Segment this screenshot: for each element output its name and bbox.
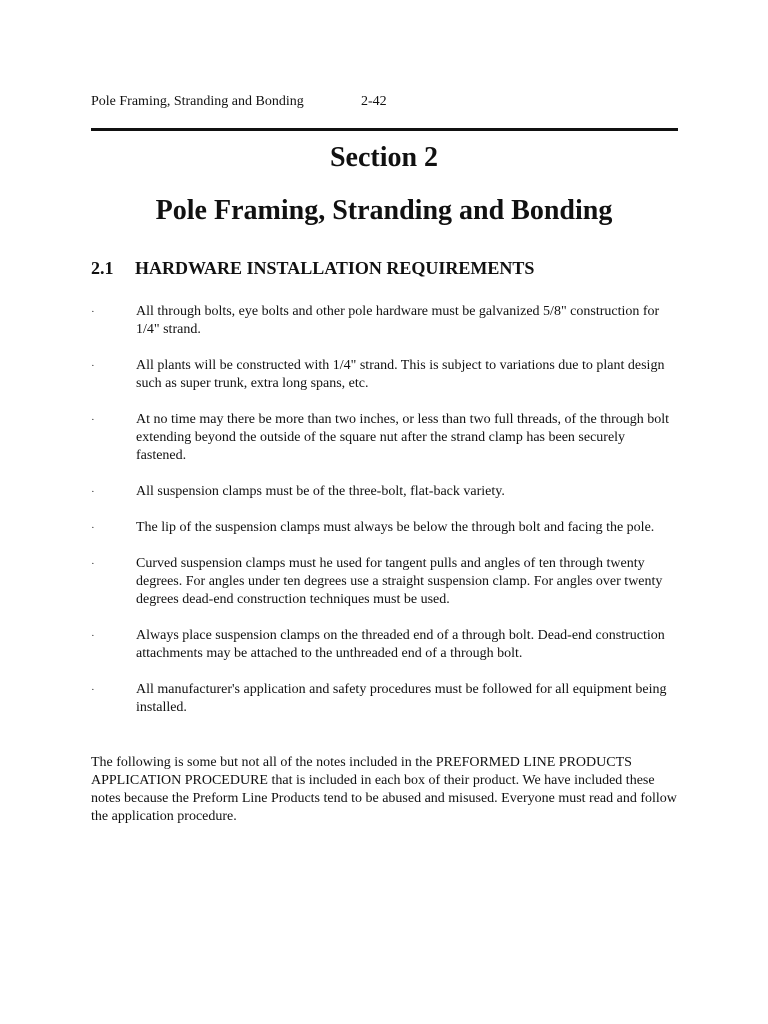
- section-label: Section 2: [329, 142, 439, 173]
- running-header-title: Pole Framing, Stranding and Bonding: [91, 94, 304, 109]
- list-item-text: All plants will be constructed with 1/4" strand. This is subject to variations due to plant design such as super trunk, extra long spans, etc.: [136, 358, 665, 391]
- bullet-icon: ·: [91, 630, 95, 642]
- list-item-text: Always place suspension clamps on the threaded end of a through bolt. Dead-end construction attachments may be attached to the unthreaded end of a through bolt.: [136, 628, 665, 661]
- list-item: [91, 483, 678, 501]
- list-item: [91, 357, 678, 393]
- bullet-icon: ·: [91, 360, 95, 372]
- subsection-number: 2.1: [91, 258, 114, 278]
- list-item-text: Curved suspension clamps must he used for tangent pulls and angles of ten through twenty degrees. For angles under ten degrees use a straight suspension clamp. For angles over twenty degrees dead-end construction techniques must be used.: [136, 556, 663, 607]
- list-item: [91, 303, 678, 339]
- bullet-icon: ·: [91, 522, 95, 534]
- bullet-icon: ·: [91, 414, 95, 426]
- list-item-text: All through bolts, eye bolts and other pole hardware must be galvanized 5/8" construction for 1/4" strand.: [136, 304, 660, 337]
- bullet-icon: ·: [91, 558, 95, 570]
- header-divider: [91, 128, 678, 131]
- bullet-icon: ·: [91, 486, 95, 498]
- closing-paragraph: The following is some but not all of the notes included in the PREFORMED LINE PRODUCTS APPLICATION PROCEDURE that is included in each box of their product. We have included these notes because the Preform Line Products tend to be abused and misused. Everyone must read and follow the application procedure.: [91, 755, 677, 824]
- bullet-icon: ·: [91, 306, 95, 318]
- list-item: [91, 681, 678, 717]
- bullet-icon: ·: [91, 684, 95, 696]
- running-header: [91, 93, 387, 111]
- list-item: [91, 519, 678, 537]
- list-item-text: At no time may there be more than two inches, or less than two full threads, of the through bolt extending beyond the outside of the square nut after the strand clamp has been securely fastened.: [136, 412, 670, 463]
- list-item-text: The lip of the suspension clamps must always be below the through bolt and facing the pole.: [136, 520, 655, 535]
- section-title: Pole Framing, Stranding and Bonding: [155, 195, 613, 226]
- list-item-text: All manufacturer's application and safety procedures must be followed for all equipment being installed.: [136, 682, 667, 715]
- requirements-list: [91, 303, 678, 735]
- list-item: [91, 627, 678, 663]
- list-item-text: All suspension clamps must be of the three-bolt, flat-back variety.: [136, 484, 505, 499]
- list-item: [91, 555, 678, 609]
- list-item: [91, 411, 678, 465]
- page-number: 2-42: [361, 94, 387, 109]
- subsection-title: HARDWARE INSTALLATION REQUIREMENTS: [135, 258, 535, 278]
- subsection-heading: [91, 257, 535, 279]
